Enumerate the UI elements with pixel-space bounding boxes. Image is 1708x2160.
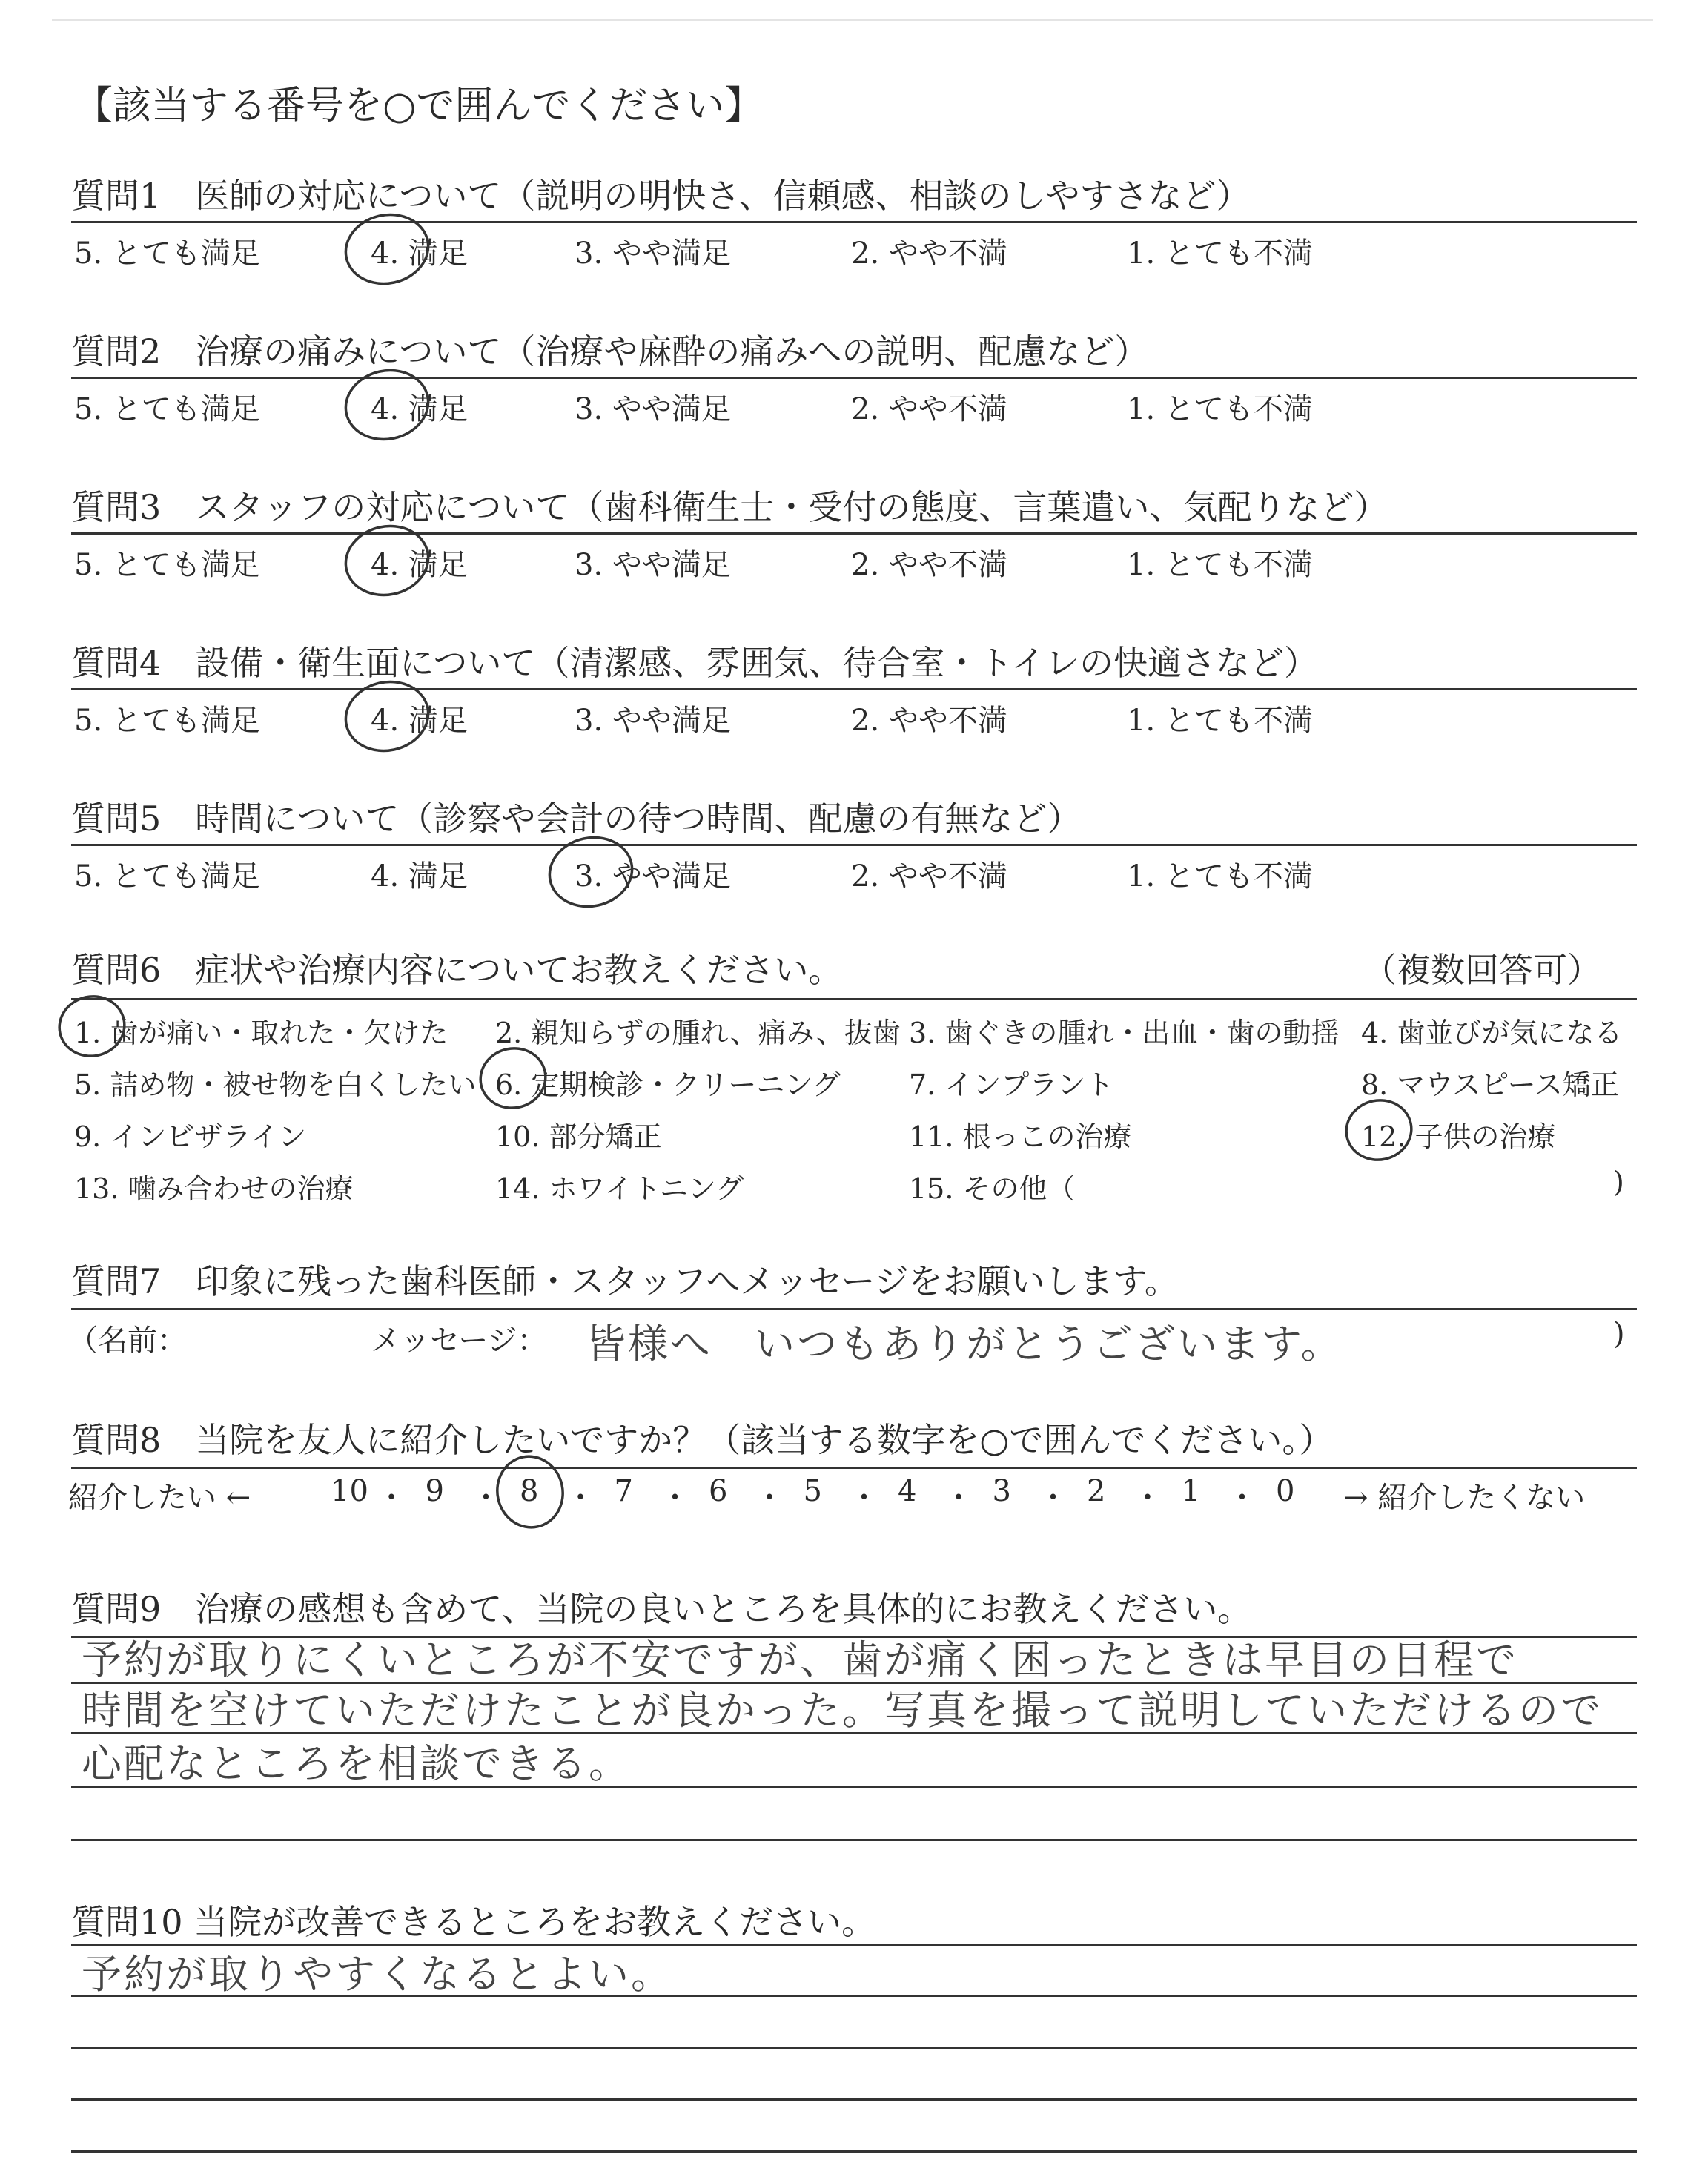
q8-scale-9: 9 [425,1474,444,1508]
q8-scale-7: 7 [614,1474,633,1508]
q3-option-4: 4. 満足 [371,548,468,582]
q7-message-label: メッセージ： [371,1324,547,1358]
q1-option-3: 3. やや満足 [575,237,731,271]
q6-option-8: 8. マウスピース矯正 [1361,1069,1619,1101]
q5-option-3: 3. やや満足 [575,859,731,894]
q10-answer-rule-3 [71,2098,1637,2101]
q4-option-2: 2. やや不満 [851,704,1007,738]
instruction-header: 【該当する番号を○で囲んでください】 [74,84,764,128]
q6-option-4: 4. 歯並びが気になる [1361,1017,1623,1049]
q8-scale-1: 1 [1181,1474,1200,1508]
q5-option-1: 1. とても不満 [1127,859,1313,894]
q3-option-1: 1. とても不満 [1127,548,1313,582]
q1-option-4: 4. 満足 [371,237,468,271]
q6-option-14: 14. ホワイトニング [495,1172,744,1205]
q4-option-1: 1. とても不満 [1127,704,1313,738]
q6-other-close-paren: ) [1613,1166,1624,1198]
q3-option-5: 5. とても満足 [74,548,260,582]
q2-option-3: 3. やや満足 [575,392,731,426]
q2-option-5: 5. とても満足 [74,392,260,426]
q6-option-5: 5. 詰め物・被せ物を白くしたい [74,1069,477,1101]
q1-option-2: 2. やや不満 [851,237,1007,271]
q9-handwritten-line-3: 心配なところを相談できる。 [82,1740,631,1787]
q6-option-12: 12. 子供の治療 [1361,1120,1556,1153]
q3-option-3: 3. やや満足 [575,548,731,582]
q6-option-13: 13. 噛み合わせの治療 [74,1172,354,1205]
q1-title: 質問1 医師の対応について（説明の明快さ、信頼感、相談のしやすさなど） [71,176,1251,216]
q8-title: 質問8 当院を友人に紹介したいですか？（該当する数字を○で囲んでください。） [71,1420,1334,1460]
q8-separator: ・ [1227,1481,1257,1515]
q7-rule [71,1308,1637,1310]
q2-rule [71,377,1637,379]
q9-answer-rule-4 [71,1839,1637,1841]
q6-option-10: 10. 部分矯正 [495,1120,662,1153]
q3-rule [71,532,1637,535]
q1-option-5: 5. とても満足 [74,237,260,271]
q8-separator: ・ [849,1481,879,1515]
q5-rule [71,844,1637,846]
q5-option-4: 4. 満足 [371,859,468,894]
q7-close-paren: ) [1613,1317,1625,1351]
q6-rule [71,998,1637,1000]
q6-option-9: 9. インビザライン [74,1120,307,1153]
q4-option-5: 5. とても満足 [74,704,260,738]
q4-rule [71,688,1637,690]
q2-option-2: 2. やや不満 [851,392,1007,426]
q10-answer-rule-1 [71,1995,1637,1997]
q8-separator: ・ [660,1481,690,1515]
q4-title: 質問4 設備・衛生面について（清潔感、雰囲気、待合室・トイレの快適さなど） [71,643,1319,683]
q10-title: 質問10 当院が改善できるところをお教えください。 [71,1902,876,1942]
q8-scale-2: 2 [1087,1474,1106,1508]
q6-option-11: 11. 根っこの治療 [909,1120,1132,1153]
q4-option-4: 4. 満足 [371,704,468,738]
q8-separator: ・ [755,1481,784,1515]
q8-scale-3: 3 [992,1474,1011,1508]
q10-answer-rule-2 [71,2047,1637,2049]
q7-message-handwritten: 皆様へ いつもありがとうございます。 [586,1321,1343,1367]
q5-option-5: 5. とても満足 [74,859,260,894]
q1-rule [71,221,1637,223]
q6-option-2: 2. 親知らずの腫れ、痛み、抜歯 [495,1017,901,1049]
q4-option-3: 3. やや満足 [575,704,731,738]
q8-scale-8: 8 [520,1474,539,1508]
q9-handwritten-line-2: 時間を空けていただけたことが良かった。写真を撮って説明していただけるので [82,1687,1603,1734]
q8-separator: ・ [944,1481,973,1515]
q6-option-7: 7. インプラント [909,1069,1114,1101]
q8-right-label: → 紹介したくない [1343,1481,1586,1515]
q8-scale-4: 4 [898,1474,917,1508]
q8-separator: ・ [471,1481,501,1515]
q5-option-2: 2. やや不満 [851,859,1007,894]
q10-answer-rule-4 [71,2150,1637,2153]
q8-scale-5: 5 [803,1474,822,1508]
q5-title: 質問5 時間について（診察や会計の待つ時間、配慮の有無など） [71,799,1082,839]
q6-option-15: 15. その他（ [909,1172,1076,1205]
q3-title: 質問3 スタッフの対応について（歯科衛生士・受付の態度、言葉遣い、気配りなど） [71,487,1388,527]
q3-option-2: 2. やや不満 [851,548,1007,582]
q8-scale-0: 0 [1276,1474,1295,1508]
q6-option-6: 6. 定期検診・クリーニング [495,1069,841,1101]
q6-option-1: 1. 歯が痛い・取れた・欠けた [74,1017,448,1049]
scan-top-edge [52,19,1653,21]
q9-title: 質問9 治療の感想も含めて、当院の良いところを具体的にお教えください。 [71,1589,1252,1629]
q9-handwritten-line-1: 予約が取りにくいところが不安ですが、歯が痛く困ったときは早目の日程で [82,1636,1518,1683]
q8-separator: ・ [566,1481,595,1515]
q8-scale-10: 10 [331,1474,368,1508]
q8-rule [71,1467,1637,1469]
q10-handwritten-line-1: 予約が取りやすくなるとよい。 [82,1951,673,1998]
q8-scale-6: 6 [709,1474,728,1508]
q2-option-1: 1. とても不満 [1127,392,1313,426]
q1-option-1: 1. とても不満 [1127,237,1313,271]
q8-separator: ・ [1133,1481,1162,1515]
q6-note: （複数回答可） [1363,950,1601,990]
q7-title: 質問7 印象に残った歯科医師・スタッフへメッセージをお願いします。 [71,1261,1179,1301]
q6-title: 質問6 症状や治療内容についてお教えください。 [71,950,843,990]
q8-left-label: 紹介したい ← [68,1481,251,1515]
q7-name-label: （名前： [68,1324,187,1358]
q2-title: 質問2 治療の痛みについて（治療や麻酔の痛みへの説明、配慮など） [71,331,1149,371]
q8-separator: ・ [1038,1481,1068,1515]
q9-answer-rule-3 [71,1786,1637,1788]
q2-option-4: 4. 満足 [371,392,468,426]
q8-separator: ・ [377,1481,406,1515]
q6-option-3: 3. 歯ぐきの腫れ・出血・歯の動揺 [909,1017,1340,1049]
